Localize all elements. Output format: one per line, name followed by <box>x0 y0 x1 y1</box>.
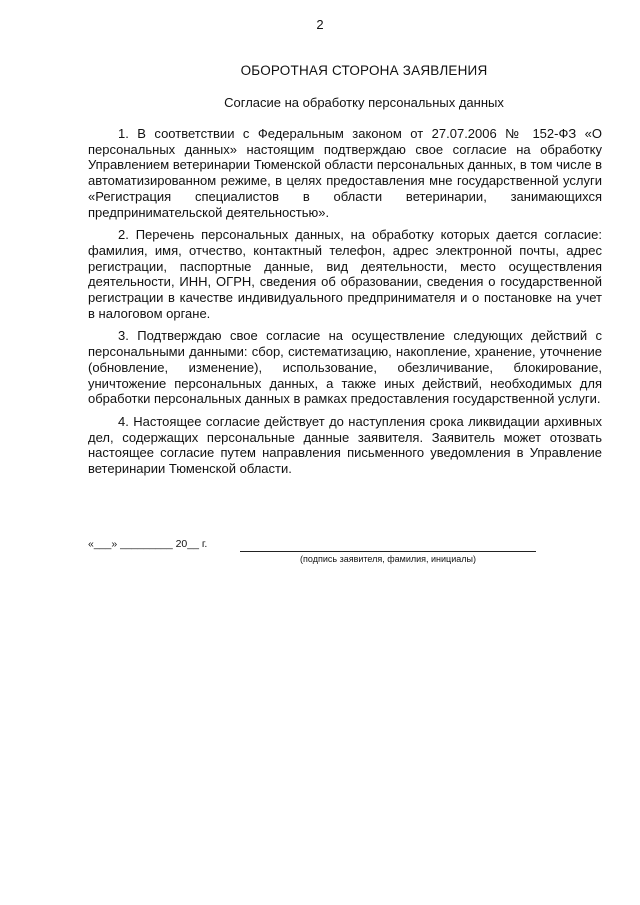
date-field: «___» _________ 20__ г. <box>88 538 208 550</box>
document-title: ОБОРОТНАЯ СТОРОНА ЗАЯВЛЕНИЯ <box>240 63 488 78</box>
signature-caption: (подпись заявителя, фамилия, инициалы) <box>300 554 476 564</box>
page-number: 2 <box>316 17 324 32</box>
paragraph-4: 4. Настоящее согласие действует до наступления срока ликвидации архивных дел, содержащих персональные данные заявителя. Заявитель может отозвать настоящее согласие путем направления письменного уведомления в Управление ветеринарии Тюменской области. <box>88 413 602 477</box>
paragraph-3: 3. Подтверждаю свое согласие на осуществление следующих действий с персональными данными: сбор, систематизацию, накопление, хранение, уточнение (обновление, изменение), использование, обезличивание, блокирование, уничтожение персональных данных, а также иных действий, необходимых для обработки персональных данных в рамках предоставления государственной услуги. <box>88 328 602 407</box>
paragraph-2: 2. Перечень персональных данных, на обработку которых дается согласие: фамилия, имя, отчество, контактный телефон, адрес электронной почты, адрес регистрации, паспортные данные, вид деятельности, место осуществления деятельности, ИНН, ОГРН, сведения об образовании, сведения о государственной регистрации в качестве индивидуального предпринимателя и о постановке на учет в налоговом органе. <box>88 227 602 321</box>
signature-line <box>240 551 536 552</box>
document-subtitle: Согласие на обработку персональных данных <box>224 95 504 110</box>
signature-block <box>88 538 548 578</box>
document-body <box>88 126 602 484</box>
paragraph-1: 1. В соответствии с Федеральным законом от 27.07.2006 № 152-ФЗ «О персональных данных» настоящим подтверждаю свое согласие на обработку Управлением ветеринарии Тюменской области персональных данных, в том числе в автоматизированном режиме, в целях предоставления мне государственной услуги «Регистрация специалистов в области ветеринарии, занимающихся предпринимательской деятельностью». <box>88 126 602 220</box>
